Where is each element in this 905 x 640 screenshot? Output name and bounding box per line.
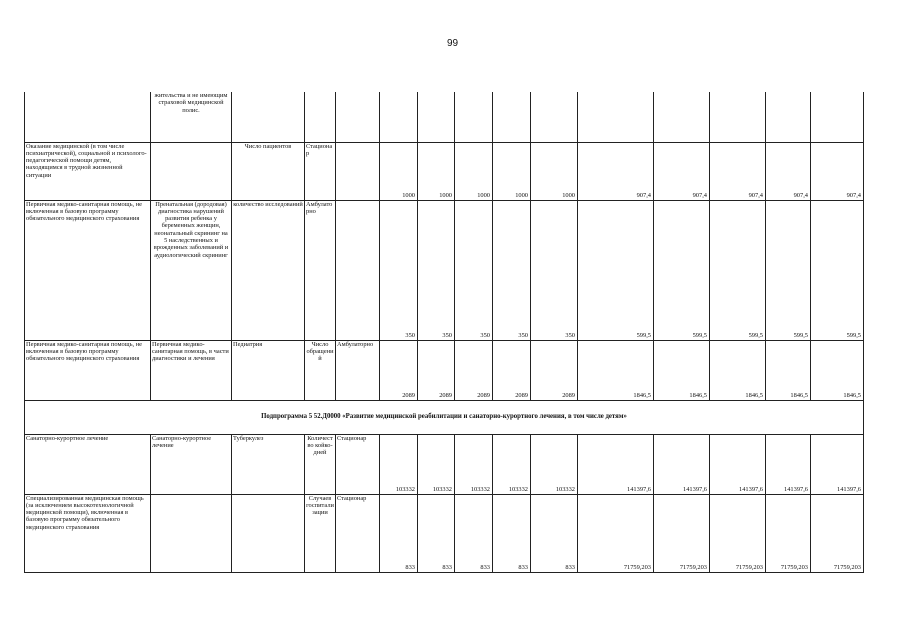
cell-value: 1000: [531, 142, 578, 200]
table-row: [25, 200, 864, 340]
cell-value: 2089: [380, 340, 418, 400]
row-category: [151, 142, 232, 200]
subprogram-row: [25, 400, 864, 434]
row-category: Санаторно-курортное лечение: [151, 434, 232, 494]
row-condition: Амбулаторно: [336, 340, 380, 400]
cell-value: 1846,5: [654, 340, 710, 400]
row-category: Первичная медико-санитарная помощь, в части диагностики и лечения: [151, 340, 232, 400]
cell-value: 833: [455, 494, 493, 572]
cell-value: 141397,6: [766, 434, 811, 494]
cell-value: 2089: [493, 340, 531, 400]
row-name: Оказание медицинской (в том числе психиатрической), социальной и психолого-педагогической помощи детям, находящимся в трудной жизненной ситуации: [25, 142, 151, 200]
cell-value: 2089: [531, 340, 578, 400]
cell-value: 1000: [493, 142, 531, 200]
table-row: [25, 92, 864, 142]
row-unit: [305, 92, 336, 142]
row-profile: Число пациентов: [232, 142, 305, 200]
row-category: [151, 494, 232, 572]
cell-value: 833: [531, 494, 578, 572]
cell-value: 2089: [418, 340, 455, 400]
subprogram-title: Подпрограмма 5 52.Д0000 «Развитие медицинской реабилитации и санаторно-курортного лечения, в том числе детям»: [25, 400, 864, 434]
cell-value: 599,5: [654, 200, 710, 340]
cell-value: [654, 92, 710, 142]
cell-value: 350: [418, 200, 455, 340]
cell-value: 1000: [418, 142, 455, 200]
row-name: Первичная медико-санитарная помощь, не включенная в базовую программу обязательного медицинского страхования: [25, 200, 151, 340]
cell-value: 907,4: [710, 142, 766, 200]
cell-value: [578, 92, 654, 142]
row-unit: Стационар: [305, 142, 336, 200]
budget-table-container: [24, 92, 861, 573]
cell-value: 141397,6: [710, 434, 766, 494]
cell-value: 1000: [380, 142, 418, 200]
table-row: [25, 434, 864, 494]
cell-value: 1846,5: [811, 340, 864, 400]
cell-value: 71759,203: [710, 494, 766, 572]
cell-value: [455, 92, 493, 142]
row-name: Первичная медико-санитарная помощь, не включенная в базовую программу обязательного медицинского страхования: [25, 340, 151, 400]
cell-value: 907,4: [654, 142, 710, 200]
cell-value: 599,5: [811, 200, 864, 340]
cell-value: 350: [493, 200, 531, 340]
table-row: [25, 494, 864, 572]
cell-value: 599,5: [766, 200, 811, 340]
cell-value: [531, 92, 578, 142]
table-row: [25, 340, 864, 400]
row-profile: [232, 494, 305, 572]
row-profile: [232, 92, 305, 142]
cell-value: 71759,203: [766, 494, 811, 572]
cell-value: 103332: [455, 434, 493, 494]
cell-value: 833: [380, 494, 418, 572]
cell-value: 141397,6: [811, 434, 864, 494]
cell-value: [493, 92, 531, 142]
cell-value: 71759,203: [654, 494, 710, 572]
cell-value: 907,4: [811, 142, 864, 200]
row-unit: Количество койко-дней: [305, 434, 336, 494]
cell-value: 103332: [493, 434, 531, 494]
cell-value: [710, 92, 766, 142]
row-unit: Число обращений: [305, 340, 336, 400]
row-profile: Педиатрия: [232, 340, 305, 400]
cell-value: 2089: [455, 340, 493, 400]
cell-value: 907,4: [578, 142, 654, 200]
cell-value: 599,5: [710, 200, 766, 340]
cell-value: 1846,5: [578, 340, 654, 400]
cell-value: 141397,6: [654, 434, 710, 494]
cell-value: [811, 92, 864, 142]
cell-value: 833: [418, 494, 455, 572]
cell-value: 1000: [455, 142, 493, 200]
cell-value: [380, 92, 418, 142]
row-profile: количество исследований: [232, 200, 305, 340]
row-profile: Туберкулез: [232, 434, 305, 494]
cell-value: 599,5: [578, 200, 654, 340]
cell-value: 350: [455, 200, 493, 340]
cell-value: [418, 92, 455, 142]
cell-value: 1846,5: [766, 340, 811, 400]
cell-value: 1846,5: [710, 340, 766, 400]
cell-value: 71759,203: [578, 494, 654, 572]
table-row: [25, 142, 864, 200]
row-name: [25, 92, 151, 142]
budget-table: [24, 92, 864, 573]
row-unit: Амбулаторно: [305, 200, 336, 340]
cell-value: 103332: [380, 434, 418, 494]
cell-value: 907,4: [766, 142, 811, 200]
row-condition: [336, 142, 380, 200]
row-category: жительства и не имеющим страховой медицинской полис.: [151, 92, 232, 142]
cell-value: 833: [493, 494, 531, 572]
row-condition: [336, 200, 380, 340]
cell-value: 103332: [418, 434, 455, 494]
row-condition: Стационар: [336, 494, 380, 572]
cell-value: [766, 92, 811, 142]
cell-value: 103332: [531, 434, 578, 494]
row-category: Пренатальная (дородовая) диагностика нарушений развития ребенка у беременных женщин, неонатальный скрининг на 5 наследственных и врожденных заболеваний и аудиологический скрининг: [151, 200, 232, 340]
cell-value: 141397,6: [578, 434, 654, 494]
page-number: 99: [446, 38, 459, 49]
cell-value: 71759,203: [811, 494, 864, 572]
row-condition: [336, 92, 380, 142]
row-unit: Случаев госпитализации: [305, 494, 336, 572]
row-condition: Стационар: [336, 434, 380, 494]
row-name: Санаторно-курортное лечение: [25, 434, 151, 494]
cell-value: 350: [531, 200, 578, 340]
cell-value: 350: [380, 200, 418, 340]
row-name: Специализированная медицинская помощь (за исключением высокотехнологичной медицинской помощи), включенная в базовую программу обязательного медицинского страхования: [25, 494, 151, 572]
